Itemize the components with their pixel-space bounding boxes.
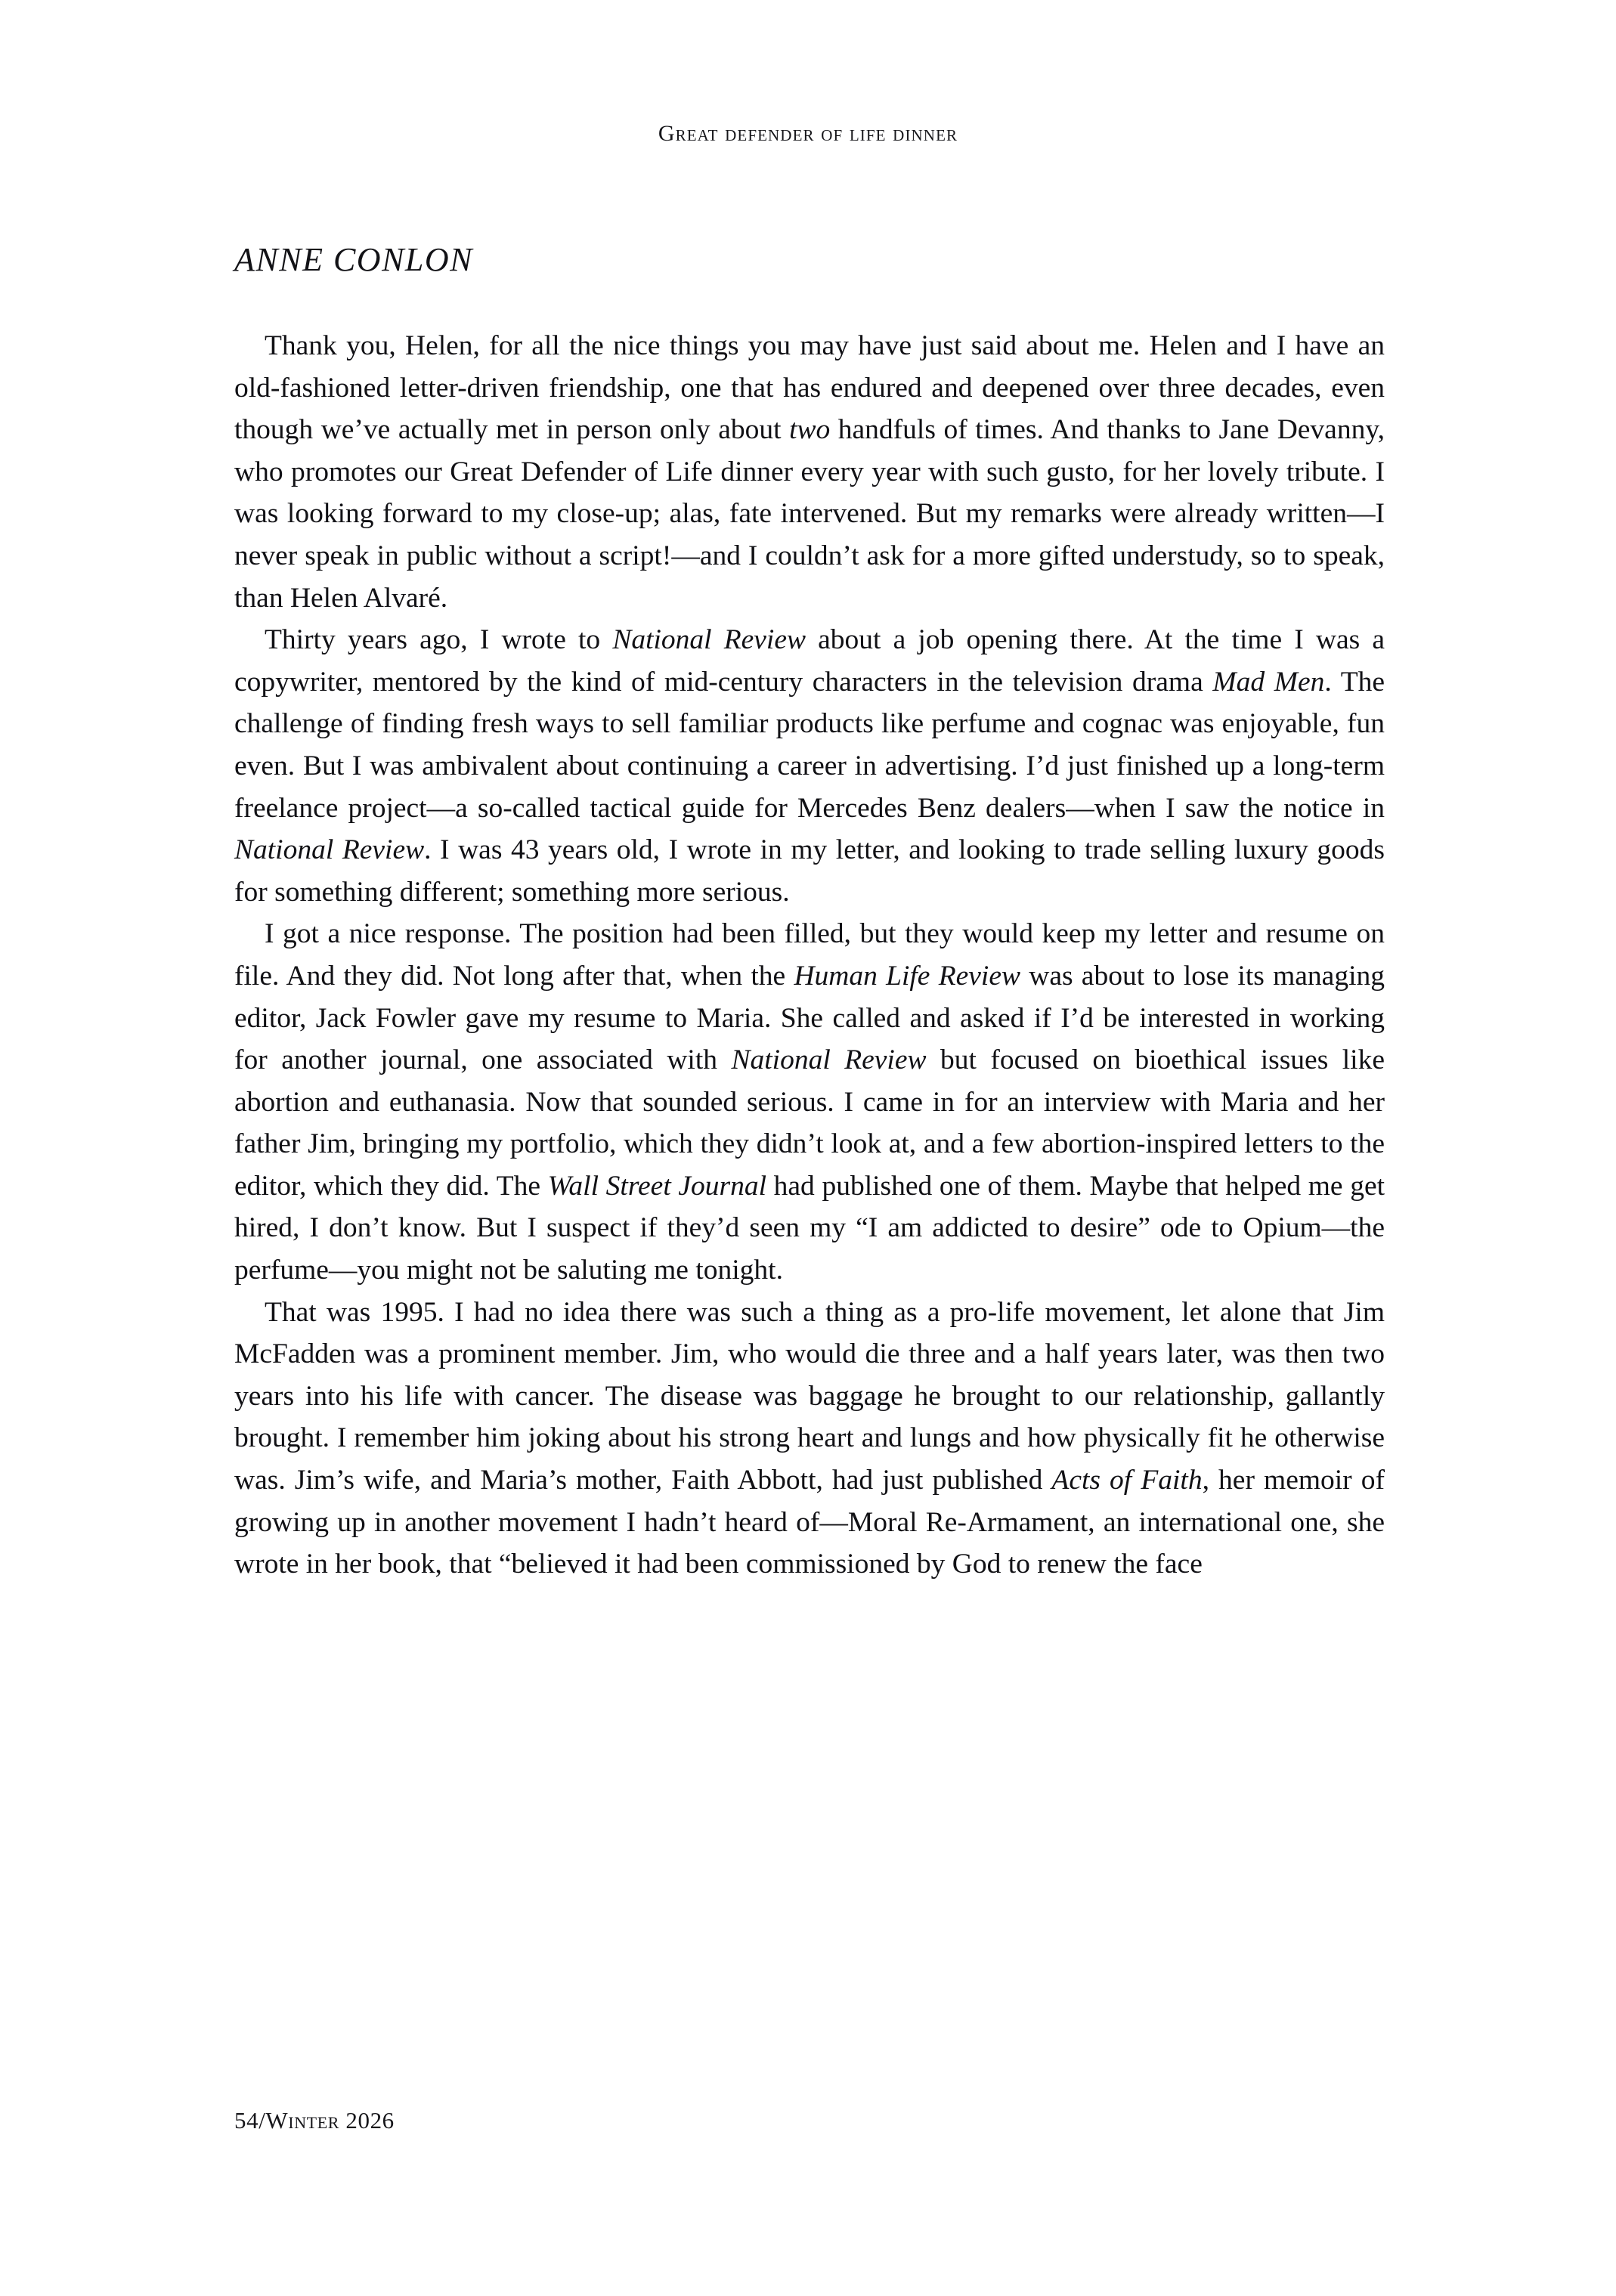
body-paragraph: Thirty years ago, I wrote to National Review about a job opening there. At the time I was a copywriter, mentored by the kind of mid-century characters in the television drama Mad Men. The challenge of finding fresh ways to sell familiar products like perfume and cognac was enjoyable, fun even. But I was ambivalent about continuing a career in advertising. I’d just finished up a long-term freelance project—a so-called tactical guide for Mercedes Benz dealers—when I saw the notice in National Review. I was 43 years old, I wrote in my letter, and looking to trade selling luxury goods for something different; something more serious. xyxy=(234,624,1385,908)
author-byline: ANNE CONLON xyxy=(234,241,474,278)
body-paragraph: I got a nice response. The position had been filled, but they would keep my letter and resume on file. And they did. Not long after that, when the Human Life Review was about to lose its managing editor, Jack Fowler gave my resume to Maria. She called and asked if I’d be interested in working for another journal, one associated with National Review but focused on bioethical issues like abortion and euthanasia. Now that sounded serious. I came in for an interview with Maria and her father Jim, bringing my portfolio, which they didn’t look at, and a few abortion-inspired letters to the editor, which they did. The Wall Street Journal had published one of them. Maybe that helped me get hired, I don’t know. But I suspect if they’d seen my “I am addicted to desire” ode to Opium—the perfume—you might not be saluting me tonight. xyxy=(234,918,1385,1286)
page-folio: 54/Winter 2026 xyxy=(234,2107,395,2134)
body-paragraph: Thank you, Helen, for all the nice things you may have just said about me. Helen and I have an old-fashioned letter-driven friendship, one that has endured and deepened over three decades, even though we’ve actually met in person only about two handfuls of times. And thanks to Jane Devanny, who promotes our Great Defender of Life dinner every year with such gusto, for her lovely tribute. I was looking forward to my close-up; alas, fate intervened. But my remarks were already written—I never speak in public without a script!—and I couldn’t ask for a more gifted understudy, so to speak, than Helen Alvaré. xyxy=(234,330,1385,614)
running-head: Great defender of life dinner xyxy=(658,121,958,146)
body-paragraph: That was 1995. I had no idea there was such a thing as a pro-life movement, let alone that Jim McFadden was a prominent member. Jim, who would die three and a half years later, was then two years into his life with cancer. The disease was baggage he brought to our relationship, gallantly brought. I remember him joking about his strong heart and lungs and how physically fit he otherwise was. Jim’s wife, and Maria’s mother, Faith Abbott, had just published Acts of Faith, her memoir of growing up in another movement I hadn’t heard of—Moral Re-Armament, an international one, she wrote in her book, that “believed it had been commissioned by God to renew the face xyxy=(234,1296,1385,1580)
article-body xyxy=(234,325,1385,1586)
